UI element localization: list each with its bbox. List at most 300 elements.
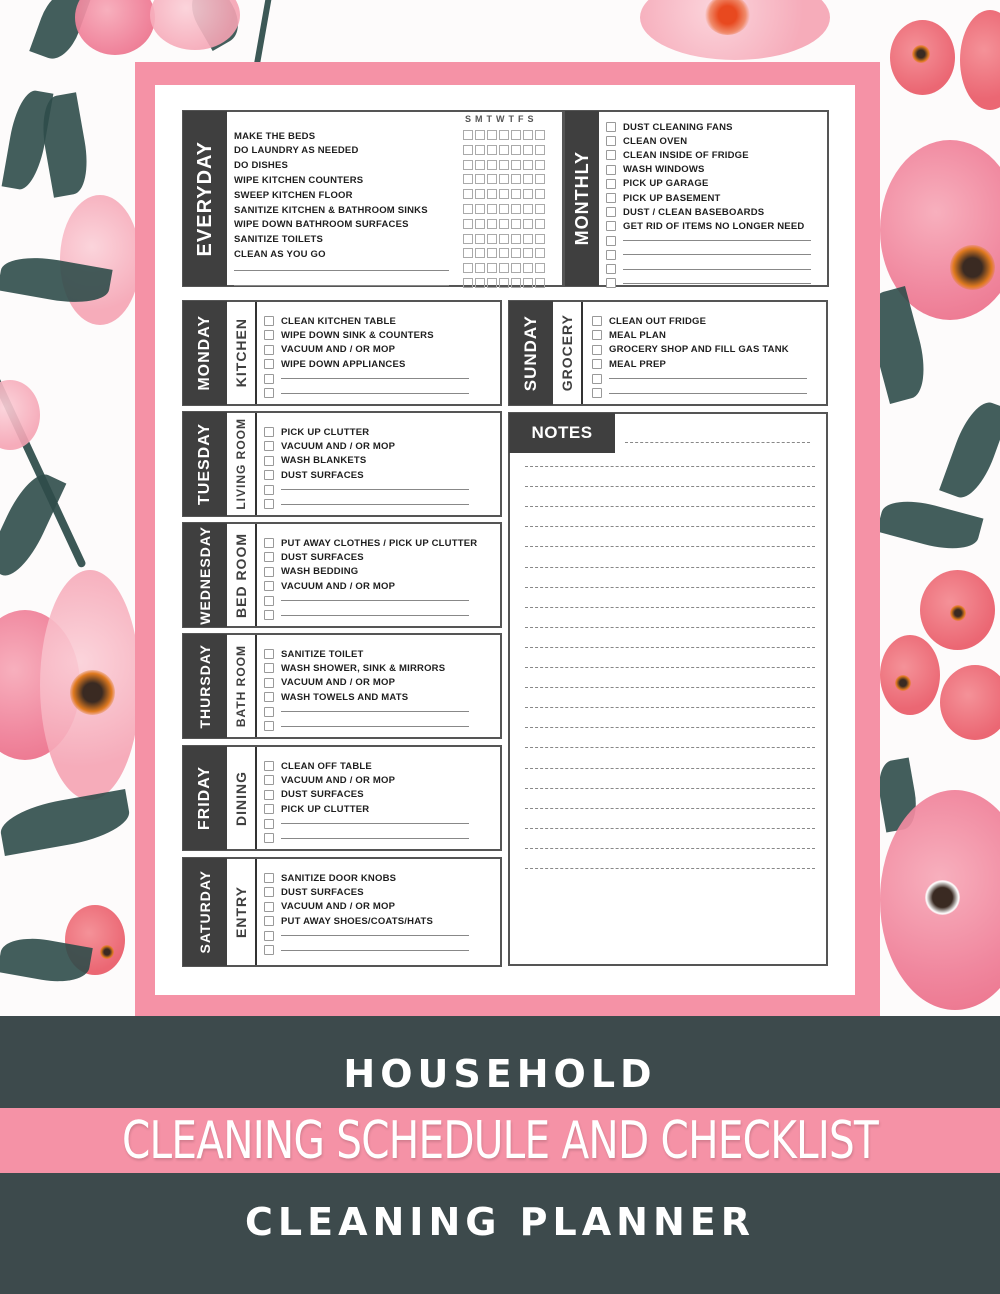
checkbox[interactable] [264,345,274,355]
checkbox[interactable] [592,345,602,355]
notes-line[interactable] [525,727,815,728]
day-checkbox[interactable] [523,234,533,244]
everyday-task [234,218,409,232]
day-checkbox[interactable] [463,189,473,199]
task-label: CLEAN KITCHEN TABLE [281,315,396,327]
day-checkbox[interactable] [487,248,497,258]
notes-line[interactable] [525,667,815,668]
day-checkbox[interactable] [463,130,473,140]
everyday-task [234,173,363,187]
task-label: CLEAN OVEN [623,135,688,147]
day-checkbox[interactable] [463,145,473,155]
day-checkbox[interactable] [511,130,521,140]
checkbox[interactable] [264,388,274,398]
task-label: WASH WINDOWS [623,164,705,176]
checkbox[interactable] [606,122,616,132]
everyday-label: EVERYDAY [193,140,216,257]
day-task [264,439,395,453]
task-label: MAKE THE BEDS [234,130,316,142]
day-checkbox[interactable] [499,248,509,258]
task-label: PICK UP CLUTTER [281,803,370,815]
room-label: BATH ROOM [234,644,248,728]
day-checkbox[interactable] [499,234,509,244]
day-checkbox[interactable] [511,278,521,288]
notes-line[interactable] [525,627,815,628]
checkbox[interactable] [264,887,274,897]
day-checkbox[interactable] [499,160,509,170]
day-checkbox[interactable] [487,130,497,140]
notes-line[interactable] [525,788,815,789]
notes-line[interactable] [525,567,815,568]
room-label: LIVING ROOM [234,418,248,510]
day-checkbox[interactable] [487,263,497,273]
blank-line [281,393,469,394]
blank-line [281,600,469,601]
day-checkbox[interactable] [535,204,545,214]
day-checkbox[interactable] [475,130,485,140]
day-panel [183,412,227,516]
notes-line[interactable] [525,607,815,608]
day-label: SATURDAY [197,870,213,954]
day-checkbox[interactable] [523,130,533,140]
checkbox[interactable] [264,916,274,926]
checkbox[interactable] [264,649,274,659]
day-task [264,719,469,733]
task-label: DUST SURFACES [281,469,364,481]
everyday-section [182,110,564,287]
notes-line[interactable] [525,848,815,849]
task-label: PICK UP BASEMENT [623,192,721,204]
checkbox[interactable] [264,721,274,731]
day-task [592,357,666,371]
blank-line [281,504,469,505]
checkbox[interactable] [264,707,274,717]
day-label: FRIDAY [196,765,213,831]
checkbox[interactable] [606,150,616,160]
task-label: WASH TOWELS AND MATS [281,691,409,703]
room-panel [227,524,257,626]
day-checkbox[interactable] [523,160,533,170]
blank-line [281,489,469,490]
checkbox[interactable] [592,330,602,340]
blank-line [623,254,811,255]
task-label: DUST SURFACES [281,551,364,563]
friday-section [182,745,502,851]
tuesday-section [182,411,502,517]
blank-line [281,711,469,712]
day-checkbox[interactable] [487,234,497,244]
saturday-section [182,857,502,967]
task-label: WIPE DOWN SINK & COUNTERS [281,329,434,341]
checkbox[interactable] [606,179,616,189]
everyday-task [234,233,323,247]
day-checkbox[interactable] [463,160,473,170]
title-bottom: CLEANING PLANNER [245,1200,755,1244]
day-checkbox[interactable] [499,130,509,140]
day-checkbox[interactable] [535,234,545,244]
monthly-label: MONTHLY [571,151,592,246]
day-checkbox[interactable] [475,278,485,288]
day-checkbox[interactable] [511,219,521,229]
day-checkbox[interactable] [463,278,473,288]
day-checkbox[interactable] [487,219,497,229]
day-task [264,550,364,564]
checkbox[interactable] [592,316,602,326]
everyday-task [234,188,353,202]
checkbox[interactable] [264,873,274,883]
checkbox[interactable] [264,833,274,843]
day-checkbox[interactable] [511,248,521,258]
day-checkbox[interactable] [463,174,473,184]
sunday-room-label: GROCERY [559,314,575,392]
day-panel [183,301,227,405]
day-task [264,788,364,802]
day-task [264,468,364,482]
blank-line [609,378,807,379]
day-task [264,454,366,468]
monthly-task [606,248,811,262]
checkbox[interactable] [264,775,274,785]
notes-line[interactable] [525,808,815,809]
day-panel [183,634,227,738]
blank-line [609,393,807,394]
day-checkbox[interactable] [475,204,485,214]
monthly-section [564,110,829,287]
day-checkbox[interactable] [463,234,473,244]
day-task [264,759,372,773]
day-checkbox[interactable] [499,278,509,288]
task-label: WIPE DOWN BATHROOM SURFACES [234,219,409,231]
checkbox[interactable] [606,136,616,146]
monthly-task [606,191,721,205]
blank-line [281,378,469,379]
day-checkbox[interactable] [535,248,545,258]
day-checkbox[interactable] [535,219,545,229]
day-checkbox[interactable] [511,263,521,273]
day-checkbox[interactable] [487,204,497,214]
day-checkbox[interactable] [475,160,485,170]
task-label: WASH BLANKETS [281,455,367,467]
blank-line [234,285,449,286]
day-task [592,328,666,342]
day-checkbox[interactable] [475,145,485,155]
task-label: SANITIZE TOILETS [234,234,324,246]
notes-line[interactable] [525,747,815,748]
day-label: TUESDAY [196,423,213,505]
task-label: VACUUM AND / OR MOP [281,440,396,452]
notes-line[interactable] [625,442,810,443]
task-label: VACUUM AND / OR MOP [281,677,396,689]
day-checkbox[interactable] [499,204,509,214]
room-panel [227,747,257,849]
day-checkbox[interactable] [511,204,521,214]
day-checkbox[interactable] [487,145,497,155]
checkbox[interactable] [264,902,274,912]
day-checkbox[interactable] [499,263,509,273]
blank-line [281,838,469,839]
task-label: DO DISHES [234,160,289,172]
day-task [264,579,395,593]
notes-line[interactable] [525,486,815,487]
checkbox[interactable] [264,316,274,326]
day-checkbox[interactable] [463,263,473,273]
sunday-day-label: SUNDAY [521,314,540,392]
checkbox[interactable] [606,207,616,217]
task-label: SANITIZE DOOR KNOBS [281,872,397,884]
monthly-task [606,205,764,219]
day-checkbox[interactable] [511,174,521,184]
thursday-section [182,633,502,739]
day-checkbox[interactable] [475,234,485,244]
task-label: WASH SHOWER, SINK & MIRRORS [281,662,446,674]
day-task [264,802,369,816]
checkbox[interactable] [606,193,616,203]
checkbox[interactable] [264,663,274,673]
day-task [264,661,445,675]
day-checkbox[interactable] [523,145,533,155]
day-task [264,594,469,608]
task-label: DUST SURFACES [281,789,364,801]
checkbox[interactable] [606,250,616,260]
task-label: PUT AWAY SHOES/COATS/HATS [281,915,434,927]
checkbox[interactable] [264,427,274,437]
day-task [264,608,469,622]
day-checkbox[interactable] [499,145,509,155]
everyday-task [234,129,315,143]
day-panel [183,858,227,966]
day-checkbox[interactable] [523,204,533,214]
checkbox[interactable] [592,388,602,398]
day-checkbox[interactable] [475,263,485,273]
checkbox[interactable] [264,931,274,941]
notes-line[interactable] [525,828,815,829]
task-label: DUST / CLEAN BASEBOARDS [623,206,765,218]
day-task [264,885,364,899]
day-task [264,871,396,885]
day-task [264,705,469,719]
task-label: SANITIZE TOILET [281,648,364,660]
room-label: ENTRY [233,886,249,938]
day-checkbox[interactable] [511,145,521,155]
day-task [264,914,433,928]
weekday-checkbox-row [463,145,545,155]
day-checkbox[interactable] [487,189,497,199]
day-label: THURSDAY [197,643,213,729]
day-task [264,314,396,328]
monthly-label-panel [565,111,599,286]
checkbox[interactable] [606,278,616,288]
day-checkbox[interactable] [475,174,485,184]
checkbox[interactable] [264,330,274,340]
day-task [264,943,469,957]
day-checkbox[interactable] [523,174,533,184]
blank-line [281,950,469,951]
weekday-checkbox-row [463,234,545,244]
weekday-checkbox-row [463,248,545,258]
checkbox[interactable] [264,581,274,591]
day-checkbox[interactable] [535,130,545,140]
notes-line[interactable] [525,466,815,467]
weekday-checkbox-row [463,219,545,229]
day-checkbox[interactable] [475,189,485,199]
room-panel [227,635,257,737]
day-checkbox[interactable] [523,248,533,258]
task-label: PICK UP CLUTTER [281,426,370,438]
blank-line [623,269,811,270]
monthly-task [606,120,733,134]
checkbox[interactable] [264,945,274,955]
monthly-task [606,177,709,191]
checkbox[interactable] [264,374,274,384]
task-label: WASH BEDDING [281,566,359,578]
day-checkbox[interactable] [475,219,485,229]
checkbox[interactable] [264,456,274,466]
day-checkbox[interactable] [463,219,473,229]
task-label: WIPE KITCHEN COUNTERS [234,174,364,186]
room-panel [227,859,257,965]
day-checkbox[interactable] [535,189,545,199]
day-checkbox[interactable] [487,160,497,170]
checkbox[interactable] [264,538,274,548]
sunday-section [508,300,828,406]
task-label: PUT AWAY CLOTHES / PICK UP CLUTTER [281,537,478,549]
checkbox[interactable] [264,819,274,829]
day-task [264,690,408,704]
day-checkbox[interactable] [499,189,509,199]
task-label: SANITIZE KITCHEN & BATHROOM SINKS [234,204,428,216]
day-label: WEDNESDAY [197,525,213,625]
monthly-task [606,276,811,290]
monthly-task [606,148,749,162]
checkbox[interactable] [264,485,274,495]
checkbox[interactable] [264,678,274,688]
day-task [264,497,469,511]
task-label: VACUUM AND / OR MOP [281,901,396,913]
weekday-header: SMTWTFS [465,114,538,124]
day-checkbox[interactable] [463,204,473,214]
day-task [264,900,395,914]
notes-line[interactable] [525,526,815,527]
day-checkbox[interactable] [523,263,533,273]
checkbox[interactable] [264,499,274,509]
day-task [264,425,369,439]
weekday-checkbox-row [463,174,545,184]
wednesday-section [182,522,502,628]
task-label: DUST CLEANING FANS [623,121,733,133]
room-label: DINING [233,770,249,826]
weekday-checkbox-row [463,160,545,170]
checkbox[interactable] [264,790,274,800]
task-label: PICK UP GARAGE [623,178,709,190]
room-panel [227,413,257,515]
notes-line[interactable] [525,647,815,648]
day-checkbox[interactable] [535,263,545,273]
day-task [264,536,477,550]
day-checkbox[interactable] [499,174,509,184]
notes-line[interactable] [525,546,815,547]
task-label: CLEAN OUT FRIDGE [609,315,707,327]
checkbox[interactable] [592,374,602,384]
day-checkbox[interactable] [487,278,497,288]
blank-line [623,283,811,284]
notes-line[interactable] [525,587,815,588]
notes-line[interactable] [525,868,815,869]
checkbox[interactable] [264,552,274,562]
day-checkbox[interactable] [511,234,521,244]
day-checkbox[interactable] [535,174,545,184]
monday-section [182,300,502,406]
task-label: VACUUM AND / OR MOP [281,344,396,356]
blank-line [281,935,469,936]
day-checkbox[interactable] [499,219,509,229]
task-label: SWEEP KITCHEN FLOOR [234,189,353,201]
weekday-checkbox-row [463,189,545,199]
checkbox[interactable] [606,165,616,175]
day-checkbox[interactable] [487,174,497,184]
checkbox[interactable] [264,692,274,702]
day-checkbox[interactable] [523,189,533,199]
blank-line [281,615,469,616]
day-task [264,343,395,357]
day-task [264,831,469,845]
day-checkbox[interactable] [535,145,545,155]
day-panel [183,523,227,627]
notes-line[interactable] [525,687,815,688]
checkbox[interactable] [264,596,274,606]
checkbox[interactable] [264,441,274,451]
everyday-task [234,247,326,261]
day-checkbox[interactable] [475,248,485,258]
notes-line[interactable] [525,707,815,708]
day-checkbox[interactable] [511,160,521,170]
checkbox[interactable] [606,221,616,231]
task-label: DO LAUNDRY AS NEEDED [234,145,359,157]
everyday-task [234,203,428,217]
day-checkbox[interactable] [535,278,545,288]
checkbox[interactable] [264,610,274,620]
day-task [264,676,395,690]
day-task [264,773,395,787]
blank-line [234,270,449,271]
task-label: VACUUM AND / OR MOP [281,774,396,786]
room-label: KITCHEN [233,318,249,388]
blank-line [281,726,469,727]
task-label: CLEAN OFF TABLE [281,760,372,772]
task-label: WIPE DOWN APPLIANCES [281,358,406,370]
day-checkbox[interactable] [523,219,533,229]
day-task [264,357,406,371]
notes-section [508,412,828,966]
title-top: HOUSEHOLD [343,1052,657,1096]
weekday-checkbox-row [463,278,545,288]
checkbox[interactable] [606,264,616,274]
checkbox[interactable] [606,236,616,246]
notes-line[interactable] [525,506,815,507]
day-checkbox[interactable] [523,278,533,288]
notes-line[interactable] [525,768,815,769]
everyday-label-panel [183,111,227,286]
checkbox[interactable] [264,567,274,577]
checkbox[interactable] [264,359,274,369]
checkbox[interactable] [264,470,274,480]
day-checkbox[interactable] [463,248,473,258]
checkbox[interactable] [264,804,274,814]
day-label: MONDAY [196,315,213,391]
checkbox[interactable] [264,761,274,771]
day-checkbox[interactable] [535,160,545,170]
day-checkbox[interactable] [511,189,521,199]
checkbox[interactable] [592,359,602,369]
